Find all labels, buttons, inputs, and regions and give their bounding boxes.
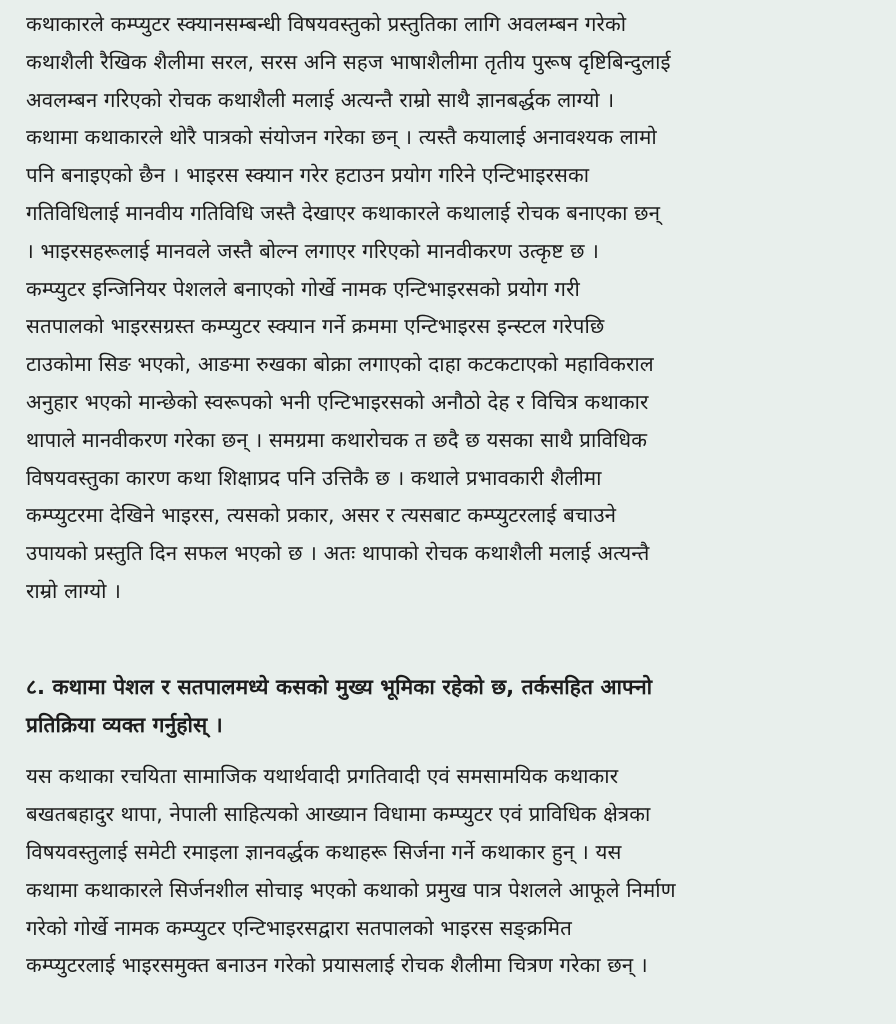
text-line: कथाकारले कम्प्युटर स्क्यानसम्बन्धी विषयवस्तुको प्रस्तुतिका लागि अवलम्बन गरेको bbox=[26, 12, 627, 36]
text-line: थापाले मानवीकरण गरेका छन् । समग्रमा कथारोचक त छदै छ यसका साथै प्राविधिक bbox=[26, 427, 648, 452]
text-line: अवलम्बन गरिएको रोचक कथाशैली मलाई अत्यन्तै राम्रो साथै ज्ञानबर्द्धक लाग्यो । bbox=[26, 87, 615, 112]
section-spacer bbox=[26, 611, 870, 669]
text-line: विषयवस्तुलाई समेटी रमाइला ज्ञानवर्द्धक कथाहरू सिर्जना गर्ने कथाकार हुन् । यस bbox=[26, 839, 622, 864]
text-line: विषयवस्तुका कारण कथा शिक्षाप्रद पनि उत्तिकै छ । कथाले प्रभावकारी शैलीमा bbox=[26, 465, 602, 490]
text-line: बखतबहादुर थापा, नेपाली साहित्यको आख्यान विधामा कम्प्युटर एवं प्राविधिक क्षेत्रका bbox=[26, 802, 651, 827]
text-line: सतपालको भाइरसग्रस्त कम्प्युटर स्क्यान गर्ने क्रममा एन्टिभाइरस इन्स्टल गरेपछि bbox=[26, 314, 605, 339]
text-line: अनुहार भएको मान्छेको स्वरूपको भनी एन्टिभाइरसको अनौठो देह र विचित्र कथाकार bbox=[26, 389, 649, 414]
answer-paragraph bbox=[26, 758, 870, 985]
text-line: कथामा कथाकारले थोरै पात्रको संयोजन गरेका छन् । त्यस्तै कयालाई अनावश्यक लामो bbox=[26, 125, 657, 150]
question-heading bbox=[26, 669, 870, 745]
question-line: प्रतिक्रिया व्यक्त गर्नुहोस् । bbox=[26, 712, 223, 737]
question-line: ८. कथामा पेशल र सतपालमध्ये कसको मुख्य भूमिका रहेको छ, तर्कसहित आफ्नो bbox=[26, 674, 653, 699]
text-line: पनि बनाइएको छैन । भाइरस स्क्यान गरेर हटाउन प्रयोग गरिने एन्टिभाइरसका bbox=[26, 163, 590, 188]
text-line: यस कथाका रचयिता सामाजिक यथार्थवादी प्रगतिवादी एवं समसामयिक कथाकार bbox=[26, 764, 619, 789]
text-line: । भाइरसहरूलाई मानवले जस्तै बोल्न लगाएर गरिएको मानवीकरण उत्कृष्ट छ । bbox=[26, 238, 600, 263]
text-line: कथाशैली रैखिक शैलीमा सरल, सरस अनि सहज भाषाशैलीमा तृतीय पुरूष दृष्टिबिन्दुलाई bbox=[26, 49, 671, 74]
text-line: टाउकोमा सिङ भएको, आङमा रुखका बोक्रा लगाएको दाहा कटकटाएको महाविकराल bbox=[26, 352, 654, 377]
text-line: राम्रो लाग्यो । bbox=[26, 578, 122, 603]
text-line: कथामा कथाकारले सिर्जनशील सोचाइ भएको कथाको प्रमुख पात्र पेशलले आफूले निर्माण bbox=[26, 877, 676, 902]
text-line: गतिविधिलाई मानवीय गतिविधि जस्तै देखाएर कथाकारले कथालाई रोचक बनाएका छन् bbox=[26, 200, 661, 225]
body-paragraph-1 bbox=[26, 6, 870, 611]
text-line: कम्प्युटरलाई भाइरसमुक्त बनाउन गरेको प्रयासलाई रोचक शैलीमा चित्रण गरेका छन् । bbox=[26, 953, 648, 978]
text-line: कम्प्युटर इन्जिनियर पेशलले बनाएको गोर्खे नामक एन्टिभाइरसको प्रयोग गरी bbox=[26, 276, 580, 301]
text-line: उपायको प्रस्तुति दिन सफल भएको छ । अतः थापाको रोचक कथाशैली मलाई अत्यन्तै bbox=[26, 541, 650, 566]
text-line: गरेको गोर्खे नामक कम्प्युटर एन्टिभाइरसद्वारा सतपालको भाइरस सङ्क्रमित bbox=[26, 915, 572, 940]
text-line: कम्प्युटरमा देखिने भाइरस, त्यसको प्रकार, असर र त्यसबाट कम्प्युटरलाई बचाउने bbox=[26, 503, 617, 528]
